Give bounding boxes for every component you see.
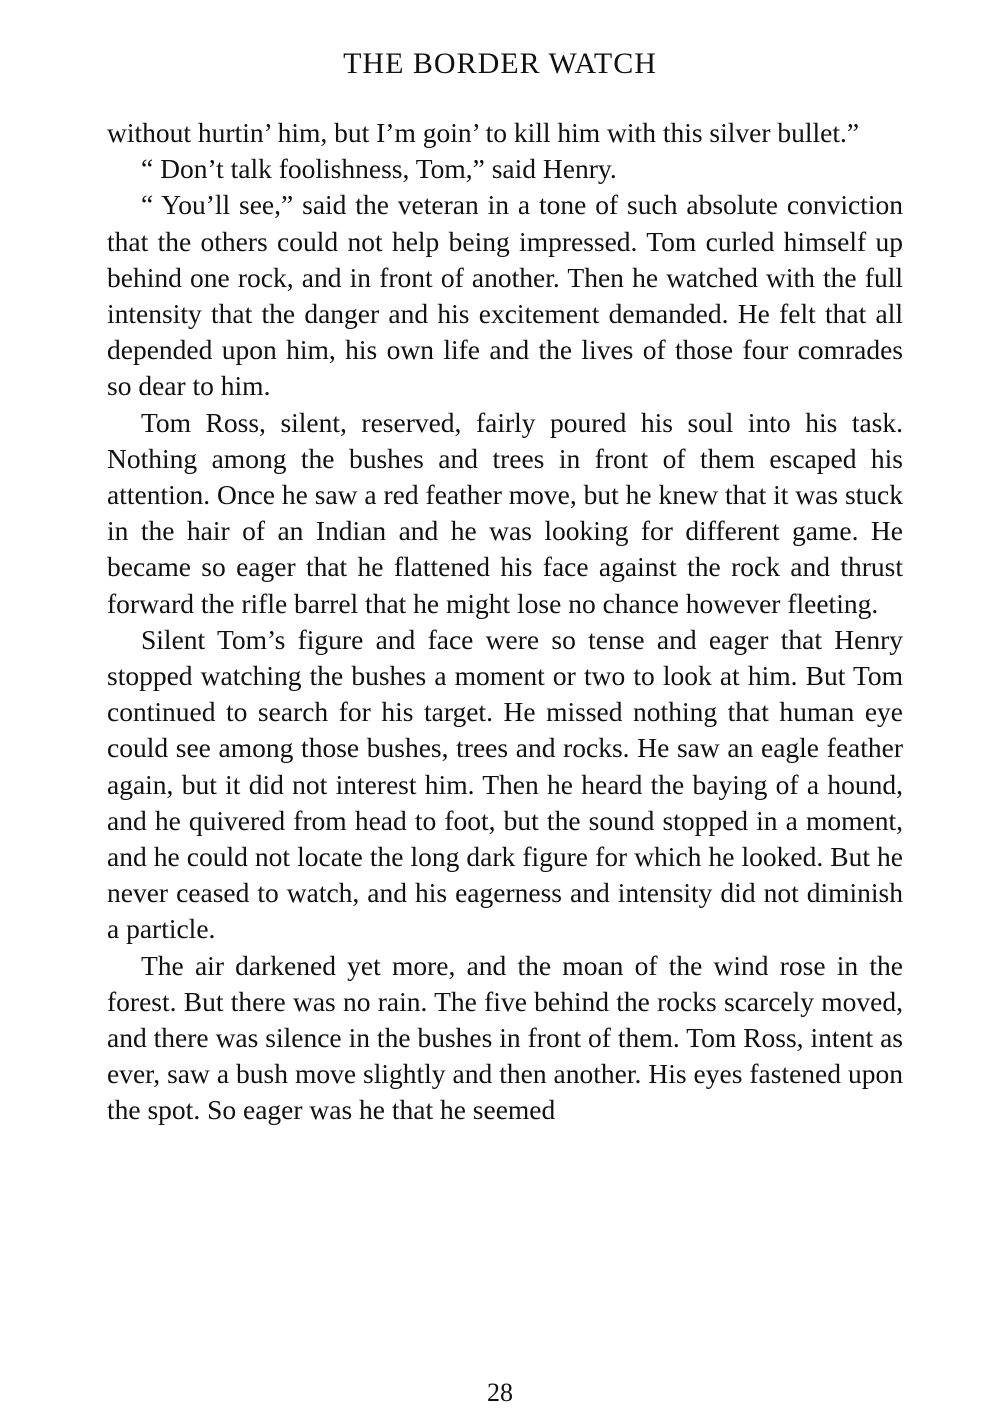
paragraph-2: “ Don’t talk foolishness, Tom,” said Henry. (141, 153, 617, 185)
running-head-title: THE BORDER WATCH (343, 47, 657, 80)
body-text (107, 115, 903, 1129)
paragraph-4: Tom Ross, silent, reserved, fairly poured his soul into his task. Nothing among the bushes and trees in front of them escaped his attention. Once he saw a red feather move, but he knew that it was stuck in the hair of an Indian and he was looking for different game. He became so eager that he flattened his face against the rock and thrust forward the rifle barrel that he might lose no chance however fleeting. (107, 406, 903, 619)
paragraph-3: “ You’ll see,” said the veteran in a tone of such absolute conviction that the others could not help being impressed. Tom curled himself up behind one rock, and in front of another. Then he watched with the full intensity that the danger and his excitement demanded. He felt that all depended upon him, his own life and the lives of those four comrades so dear to him. (107, 189, 903, 402)
paragraph-1-continuation: without hurtin’ him, but I’m goin’ to kill him with this silver bullet.” (107, 117, 860, 148)
paragraph-5: Silent Tom’s figure and face were so tense and eager that Henry stopped watching the bushes a moment or two to look at him. But Tom continued to search for his target. He missed nothing that human eye could see among those bushes, trees and rocks. He saw an eagle feather again, but it did not interest him. Then he heard the baying of a hound, and he quivered from head to foot, but the sound stopped in a moment, and he could not locate the long dark figure for which he looked. But he never ceased to watch, and his eagerness and intensity did not diminish a particle. (107, 623, 903, 945)
page-number: 28 (487, 1378, 513, 1407)
paragraph-6: The air darkened yet more, and the moan of the wind rose in the forest. But there was no rain. The five behind the rocks scarcely moved, and there was silence in the bushes in front of them. Tom Ross, intent as ever, saw a bush move slightly and then another. His eyes fastened upon the spot. So eager was he that he seemed (107, 949, 903, 1126)
